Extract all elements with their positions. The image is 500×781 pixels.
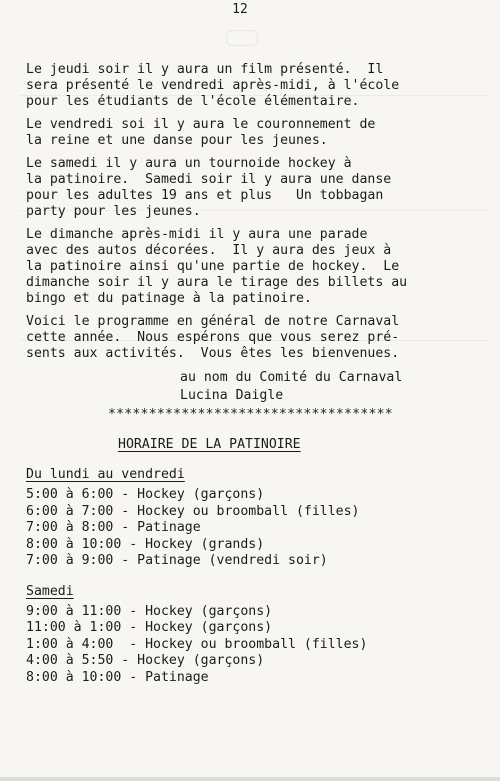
schedule-row: 1:00 à 4:00 - Hockey ou broomball (filles) — [26, 636, 368, 652]
page-number: 12 — [232, 2, 248, 17]
signature-name: Lucina Daigle — [180, 388, 284, 403]
schedule-row: 8:00 à 10:00 - Patinage — [26, 669, 209, 685]
section-heading-saturday: Samedi — [26, 583, 74, 599]
signature-block — [180, 369, 496, 405]
schedule-row: 8:00 à 10:00 - Hockey (grands) — [26, 536, 265, 552]
paragraph-samedi: Le samedi il y aura un tournoide hockey à la patinoire. Samedi soir il y aura une danse pour les adultes 19 ans et plus Un tobbagan party pour les jeunes. — [26, 156, 392, 219]
body-text — [26, 62, 496, 686]
schedule-section-weekdays — [26, 467, 496, 570]
paragraph-jeudi: Le jeudi soir il y aura un film présenté. Il sera présenté le vendredi après-midi, à l'école pour les étudiants de l'école élémentaire. — [26, 62, 400, 109]
schedule-row: 9:00 à 11:00 - Hockey (garçons) — [26, 603, 273, 619]
schedule-title: HORAIRE DE LA PATINOIRE — [118, 437, 301, 452]
page-bottom-edge — [0, 777, 500, 781]
paragraph-vendredi: Le vendredi soi il y aura le couronnement de la reine et une danse pour les jeunes. — [26, 117, 376, 148]
section-heading-weekdays: Du lundi au vendredi — [26, 467, 185, 482]
paragraph-programme: Voici le programme en général de notre Carnaval cette année. Nous espérons que vous serez pré- sents aux activités. Vous êtes les bienvenues. — [26, 314, 400, 361]
bleed-through-texture — [226, 30, 258, 46]
schedule-row: 5:00 à 6:00 - Hockey (garçons) — [26, 487, 265, 502]
paragraph-dimanche: Le dimanche après-midi il y aura une parade avec des autos décorées. Il y aura des jeux à la patinoire ainsi qu'une partie de hockey. Le dimanche soir il y aura le tirage des billets au bingo et du patinage à la patinoire. — [26, 227, 408, 306]
schedule-row: 7:00 à 8:00 - Patinage — [26, 520, 201, 535]
schedule-section-saturday — [26, 584, 496, 687]
schedule-row: 6:00 à 7:00 - Hockey ou broomball (filles) — [26, 503, 360, 519]
schedule-row: 11:00 à 1:00 - Hockey (garçons) — [26, 620, 273, 635]
schedule-row: 7:00 à 9:00 - Patinage (vendredi soir) — [26, 553, 328, 568]
signature-committee: au nom du Comité du Carnaval — [180, 370, 403, 385]
schedule-row: 4:00 à 5:50 - Hockey (garçons) — [26, 653, 265, 668]
asterisk-separator: *********************************** — [108, 407, 393, 422]
